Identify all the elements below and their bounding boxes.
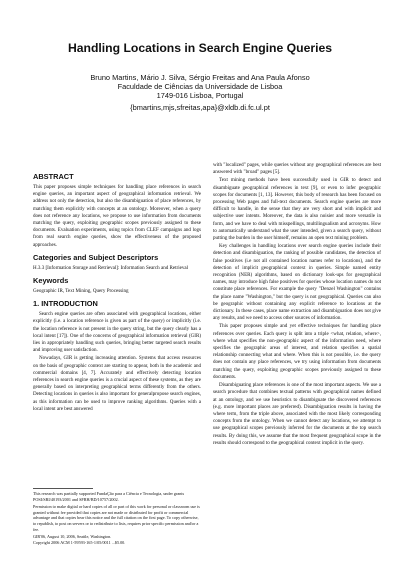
address: 1749-016 Lisboa, Portugal (156, 91, 244, 100)
categories-text: H.3.3 [Information Storage and Retrieval]: Information Search and Retrieval (33, 264, 188, 271)
right-paragraph-1: with "localized" pages, while queries without any geographical references are best answered with "broad" pages [5]. (213, 162, 381, 176)
intro-paragraph-2: Nowadays, GIR is getting increasing attention. Systems that access resources on the basis of geographic context are starting to appear, both in the academic and commercial domains [4, 7]. Accurately and effectively detecting location references in search engine queries is a crucial aspect of these systems, as they are generally based on interpreting geographical terms differently from the others. Detecting locations in queries is also important for generalpropose search engines, as this information can be used to improve ranking algorithms. Queries with a local intent are best answered (33, 355, 201, 412)
right-paragraph-5: Disambiguating place references is one of the most important aspects. We use a search procedure that combines textual patterns with geographical names defined at an ontology, and we use heuristics to disambiguate the discovered references (e.g. more important places are preferred). Disambiguation results in having the where term, from the triple above, associated with the most likely corresponding concepts from the ontology. When we cannot detect any locations, we attempt to use geographical scopes previously inferred for the documents at the top search results. By doing this, we assume that the most frequent geographical scope in the results should correspond to the geographical context implicit in the query. (213, 382, 381, 446)
conference-line: GIR'06, August 10, 2006, Seattle, Washington. (33, 534, 112, 540)
categories-heading: Categories and Subject Descriptors (33, 252, 159, 262)
copyright-line: Copyright 2006 ACM 1-59593-165-1/05/0011 ...$5.00. (33, 539, 126, 545)
intro-paragraph-1: Search engine queries are often associated with geographical locations, either explicitly (i.e. a location reference is given as part of the query) or implicitly (i.e. the location reference is not present in the query string, but the query clearly has a local intent [17]). One of the concerns of geographical information retrieval (GIR) lies in appropriately handling such queries, bringing better targeted search results and improving user satisfaction. (33, 311, 201, 354)
right-paragraph-2: Text mining methods have been successfully used in GIR to detect and disambiguate geographical references in text [9], or even to infer geographic scopes for documents [1, 13]. However, this body of research has been focused on processing Web pages and full-text documents. Search engine queries are more difficult to handle, in the sense that they are very short and with implicit and subjective user intents. Moreover, the data is also noisier and more versatile in form, and we have to deal with misspellings, multilingualism and acronyms. How to automatically understand what the user intended, given a search query, without putting the burden in the user himself, remains an open text mining problem. (213, 177, 381, 242)
right-column (213, 162, 381, 448)
keywords-text: Geographic IR, Text Mining, Query Processing (33, 288, 129, 295)
funding-footnote: This research was partially supported FundaÇão para a Ciência e Tecnologia, under grants POSI/SRI/40193/2001 and SFRH/BD/10757/2002. (33, 491, 185, 502)
author-names: Bruno Martins, Mário J. Silva, Sérgio Freitas and Ana Paula Afonso (90, 73, 310, 82)
author-email: {bmartins,mjs,sfreitas,apa}@xldb.di.fc.ul.pt (130, 103, 270, 112)
footnote-rule (33, 488, 93, 489)
permission-notice: Permission to make digital or hard copies of all or part of this work for personal or classroom use is granted without fee provided that copies are not made or distributed for profit or commercial advantage and that copies bear this notice and the full citation on the first page. To copy otherwise, to republish, to post on servers or to redistribute to lists, requires prior specific permission and/or a fee. (33, 504, 200, 532)
author-block (0, 73, 400, 112)
paper-title: Handling Locations in Search Engine Queries (67, 41, 333, 55)
left-column (33, 168, 201, 414)
keywords-heading: Keywords (33, 276, 69, 286)
affiliation: Faculdade de Ciências da Universidade de Lisboa (117, 82, 283, 91)
introduction-heading: 1. INTRODUCTION (33, 299, 98, 309)
footnote-block (33, 484, 201, 547)
right-paragraph-4: This paper proposes simple and yet effective techniques for handling place references over queries. Each query is split into a triple <what, relation, where>, where what specifies the non-geographic aspect of the information need, where specifies the geographic areas of interest, and relation specifies a spatial relationship connecting what and where. When this is not possible, i.e. the query does not contain any place references, we try using information from documents matching the query, exploiting geographic scopes previously assigned to these documents. (213, 323, 381, 380)
abstract-text: This paper proposes simple techniques for handling place references in search engine queries, an important aspect of geographical information retrieval. We address not only the detection, but also the disambiguation of place references, by matching them explicitly with concepts at an ontology. Moreover, when a query does not reference any locations, we propose to use information from documents matching the query, exploiting geographic scopes previously assigned to these documents. Evaluation experiments, using topics from CLEF campaigns and logs from real search engine queries, show the effectiveness of the proposed approaches. (33, 184, 201, 248)
abstract-heading: ABSTRACT (33, 172, 74, 181)
right-paragraph-3: Key challenges in handling locations over search engine queries include their detection and disambiguation, the ranking of possible candidates, the detection of false positives (i.e not all contained location names refer to locations), and the detection of implicit geographical context in queries. Simple named entity recognition (NER) algorithms, based on dictionary look-ups for geographical names, may introduce high false positives for queries whose location names do not constitute place references. For example the query "Denzel Washington" contains the place name "Washington," but the query is not geographical. Queries can also be geographic without containing any explicit reference to locations at the dictionary. In these cases, place name extraction and disambiguation does not give any results, and we need to access other sources of information. (213, 243, 381, 322)
